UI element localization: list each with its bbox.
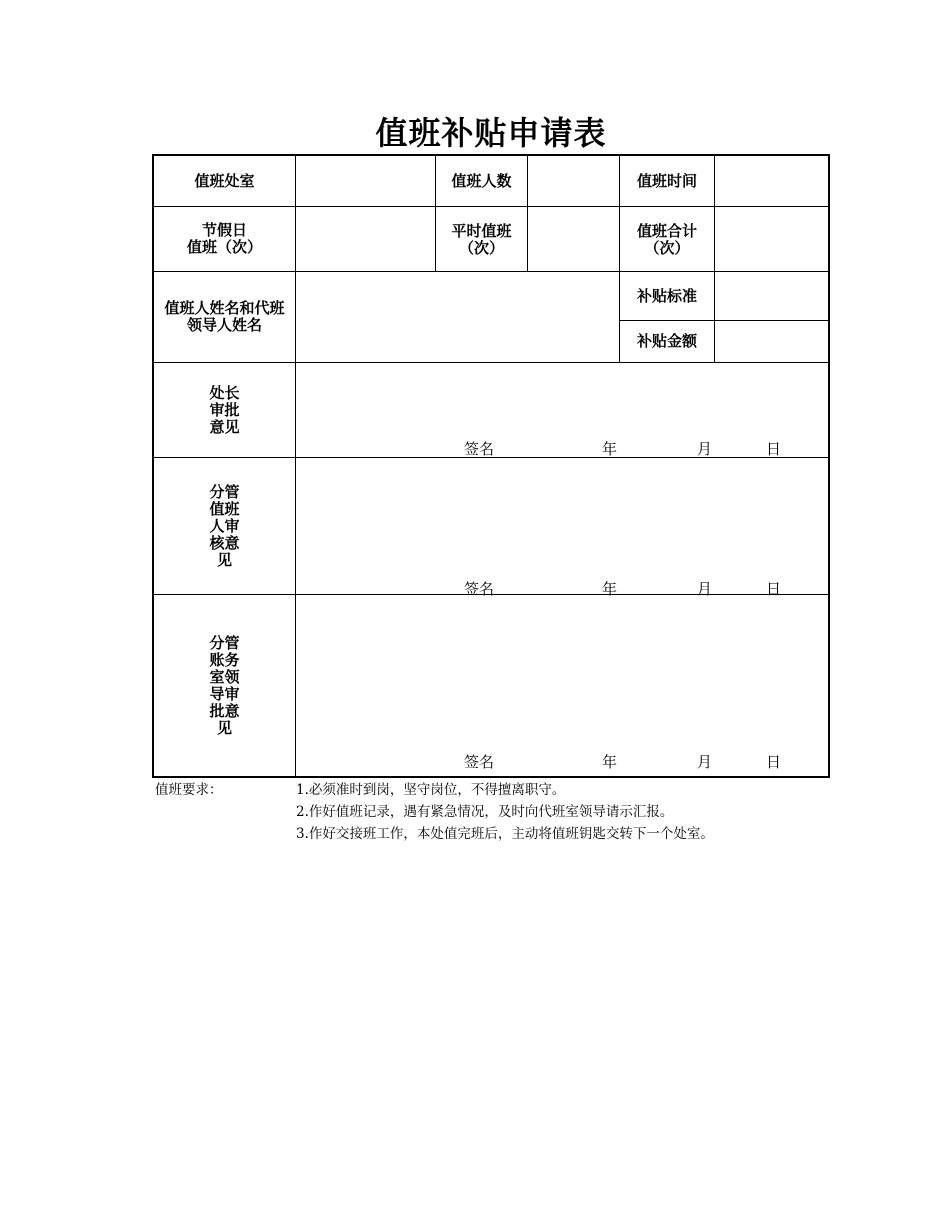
day-label: 日 [766, 580, 782, 598]
month-label: 月 [697, 440, 713, 458]
subsidy-amount-label: 补贴金额 [636, 332, 697, 350]
year-label: 年 [602, 753, 618, 771]
requirements-heading: 值班要求： [155, 782, 223, 798]
day-label: 日 [766, 753, 782, 771]
form-title: 值班补贴申请表 [375, 114, 607, 152]
signature-label: 签名 [464, 580, 495, 598]
finance-leader-approval-field[interactable] [296, 595, 828, 776]
duty-time-field[interactable] [715, 156, 828, 206]
duty-total-field[interactable] [715, 207, 828, 271]
requirement-item: 3.作好交接班工作，本处值完班后，主动将值班钥匙交转下一个处室。 [296, 826, 714, 842]
holiday-duty-field[interactable] [296, 207, 435, 271]
regular-duty-label: 平时值班 （次） [451, 222, 512, 257]
duty-count-field[interactable] [528, 156, 619, 206]
month-label: 月 [697, 580, 713, 598]
regular-duty-field[interactable] [528, 207, 619, 271]
requirement-item: 1.必须准时到岗，坚守岗位，不得擅离职守。 [296, 782, 566, 798]
signature-label: 签名 [464, 440, 495, 458]
holiday-duty-label: 节假日 值班（次） [186, 221, 262, 256]
finance-leader-approval-label: 分管 账务 室领 导审 批意 见 [209, 633, 240, 737]
signature-label: 签名 [464, 753, 495, 771]
duty-names-field[interactable] [296, 272, 619, 362]
duty-supervisor-review-field[interactable] [296, 458, 828, 594]
director-approval-field[interactable] [296, 363, 828, 457]
month-label: 月 [697, 753, 713, 771]
year-label: 年 [602, 440, 618, 458]
duty-names-label: 值班人姓名和代班 领导人姓名 [164, 299, 285, 334]
duty-count-label: 值班人数 [451, 171, 512, 190]
subsidy-standard-label: 补贴标准 [636, 286, 697, 305]
director-approval-label: 处长 审批 意见 [209, 383, 240, 436]
day-label: 日 [766, 440, 782, 458]
subsidy-amount-field[interactable] [715, 321, 828, 362]
duty-supervisor-review-label: 分管 值班 人审 核意 见 [209, 482, 240, 569]
duty-time-label: 值班时间 [636, 171, 697, 190]
office-field[interactable] [296, 156, 435, 206]
subsidy-application-form [152, 154, 830, 778]
duty-total-label: 值班合计 （次） [636, 222, 697, 257]
year-label: 年 [602, 580, 618, 598]
office-label: 值班处室 [194, 171, 255, 190]
subsidy-standard-field[interactable] [715, 272, 828, 320]
requirement-item: 2.作好值班记录，遇有紧急情况，及时向代班室领导请示汇报。 [296, 804, 674, 820]
